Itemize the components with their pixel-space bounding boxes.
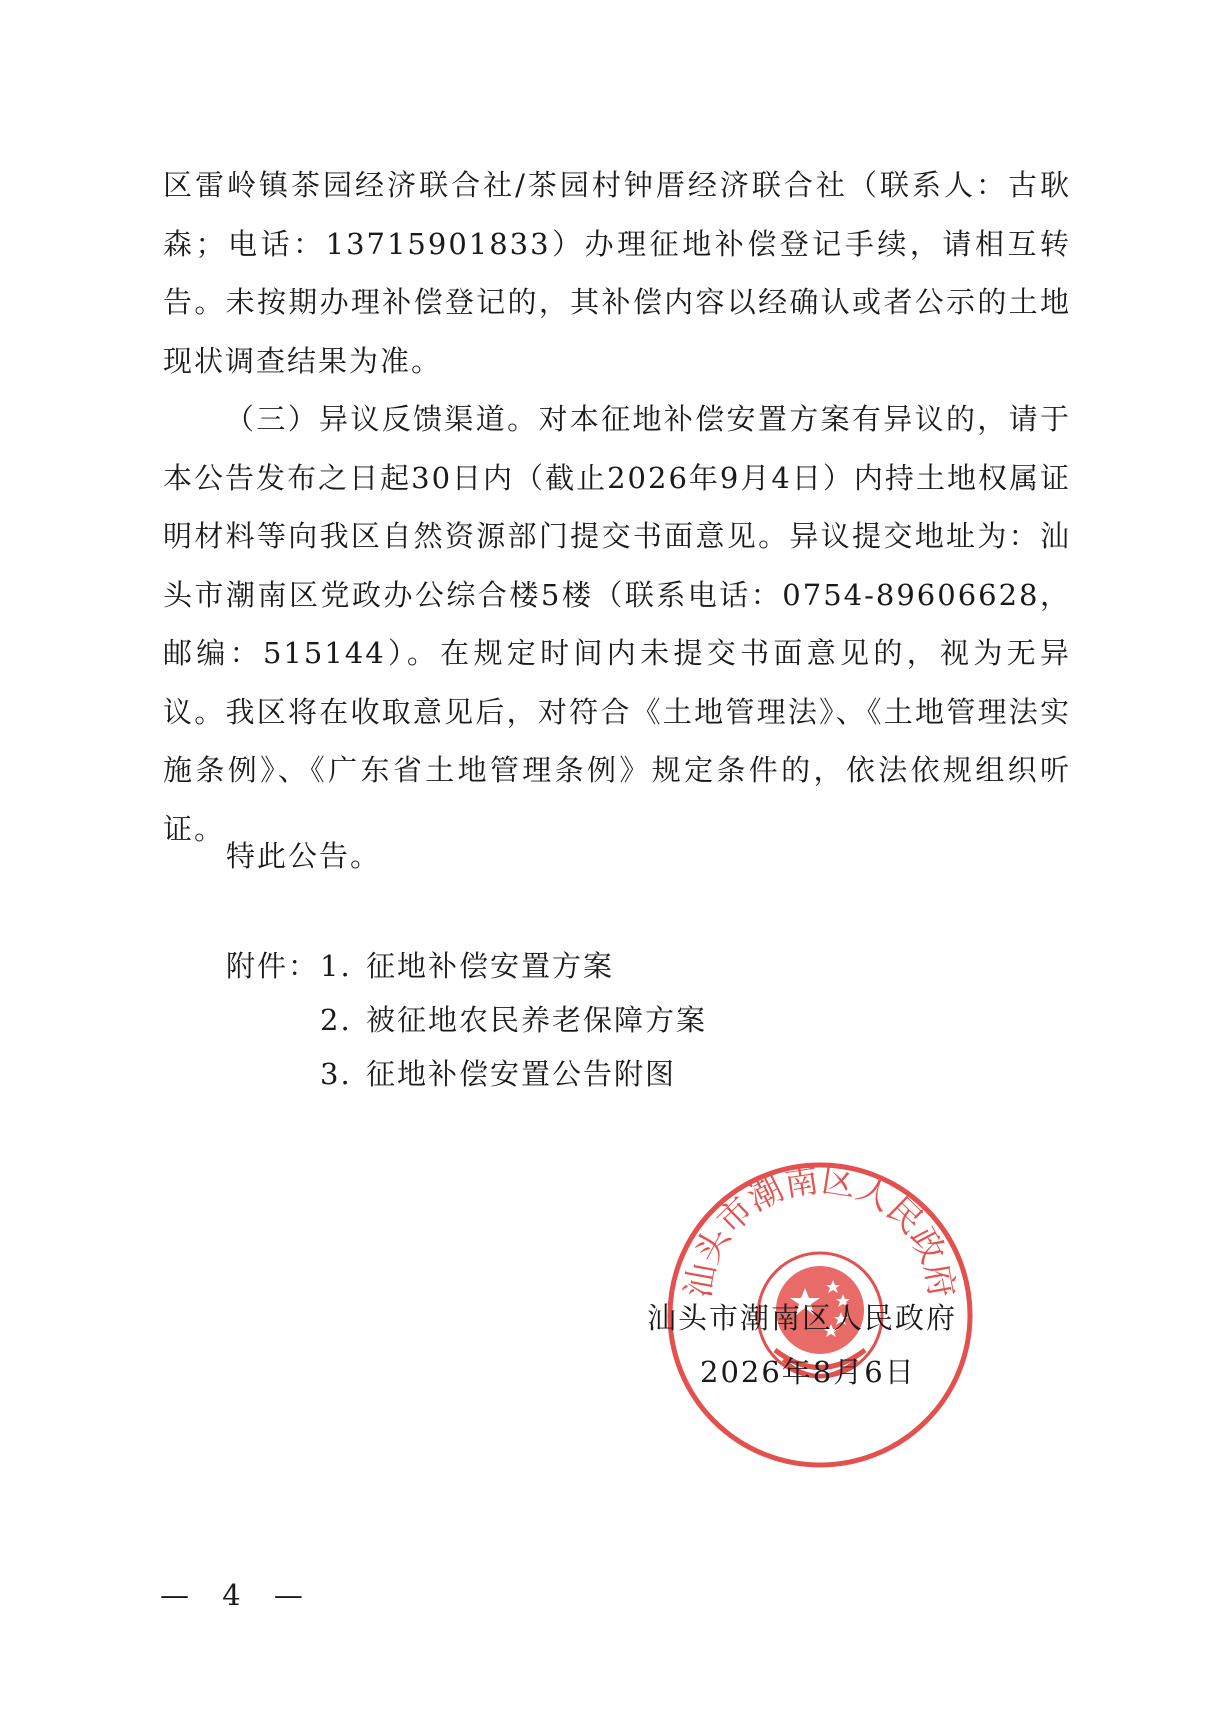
attachment-number: 3. [320, 1057, 352, 1091]
body-text [163, 156, 1071, 858]
attachment-item-1 [320, 944, 614, 985]
seal-arc-text: 汕头市潮南区人民政府 [678, 1160, 962, 1301]
attachment-title: 被征地农民养老保障方案 [366, 1003, 708, 1037]
closing-statement: 特此公告。 [226, 839, 382, 873]
issue-date: 2026年8月6日 [700, 1355, 916, 1389]
attachment-item-3 [320, 1052, 676, 1093]
paragraph-registration: 区雷岭镇茶园经济联合社/茶园村钟厝经济联合社（联系人：古耿森；电话：13715901833）办理征地补偿登记手续，请相互转告。未按期办理补偿登记的，其补偿内容以经确认或者公示的土地现状调查结果为准。 [163, 168, 1071, 378]
attachment-number: 1. [320, 949, 352, 983]
page-number: — 4 — [160, 1578, 315, 1612]
attachment-title: 征地补偿安置公告附图 [366, 1057, 677, 1091]
attachments-label: 附件： [226, 949, 320, 983]
attachment-number: 2. [320, 1003, 352, 1037]
attachment-item-2 [320, 998, 707, 1039]
issuing-authority: 汕头市潮南区人民政府 [647, 1301, 958, 1335]
attachment-title: 征地补偿安置方案 [366, 949, 615, 983]
paragraph-objection-channel: （三）异议反馈渠道。对本征地补偿安置方案有异议的，请于本公告发布之日起30日内（截止2026年9月4日）内持土地权属证明材料等向我区自然资源部门提交书面意见。异议提交地址为：汕头市潮南区党政办公综合楼5楼（联系电话：0754-89606628，邮编：515144）。在规定时间内未提交书面意见的，视为无异议。我区将在收取意见后，对符合《土地管理法》、《土地管理法实施条例》、《广东省土地管理条例》规定条件的，依法依规组织听证。 [163, 402, 1071, 846]
